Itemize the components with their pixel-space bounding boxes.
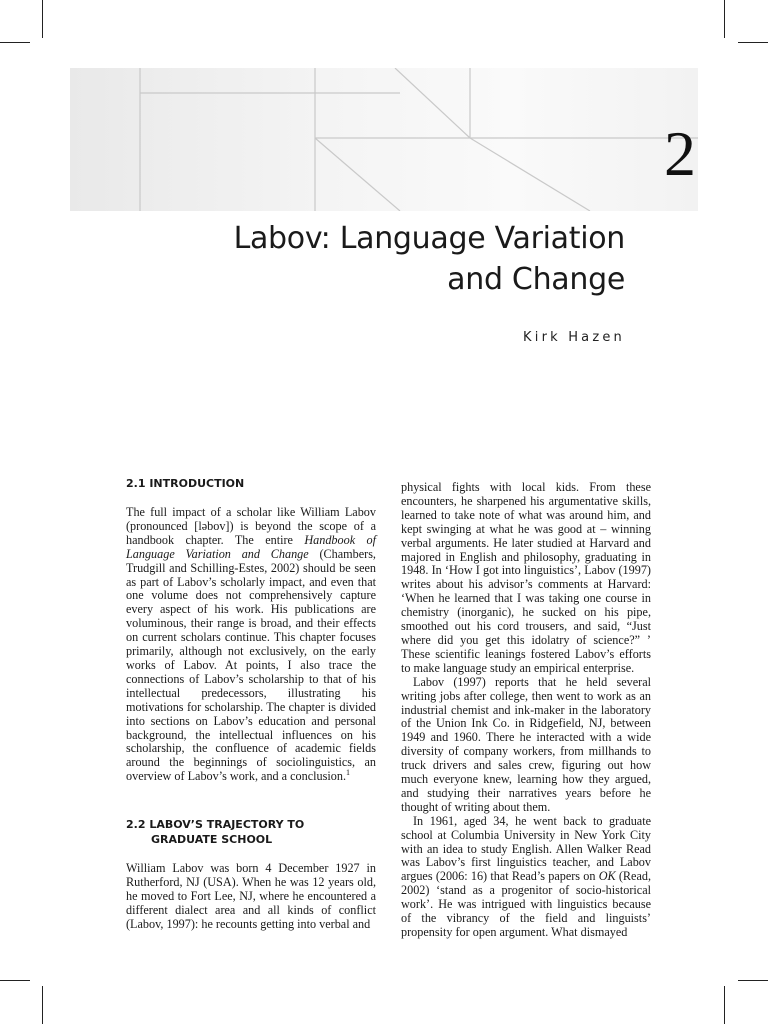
author-name: Kirk Hazen xyxy=(523,330,625,345)
right-column xyxy=(401,481,651,940)
right-paragraph-2: Labov (1997) reports that he held several writing jobs after college, then went to work as an industrial chemist and ink-maker in the laboratory of the Union Ink Co. in Ridgefield, NJ, between 1949 and 1960. There he interacted with a wide diversity of company workers, from millhands to truck drivers and sales crew, figuring out how much everyone knew, learning how they argued, and studying their narratives years before he thought of writing about them. xyxy=(401,674,651,814)
crop-mark xyxy=(738,980,768,981)
crop-mark xyxy=(42,0,43,38)
intro-text-b: (Chambers, Trudgill and Schilling-Estes, 2002) should be seen as part of Labov’s scholarly impact, and even that one volume does not comprehensively capture every aspect of his work. His publications are voluminous, their range is broad, and their effects on current scholars continue. This chapter focuses primarily, although not exclusively, on the early works of Labov. At points, I also trace the connections of Labov’s scholarship to that of his intellectual predecessors, illustrating his motivations for scholarship. The chapter is divided into sections on Labov’s education and personal background, the intellectual influences on his scholarship, the confluence of academic fields around the beginnings of sociolinguistics, an overview of Labov’s work, and a conclusion. xyxy=(126,546,376,784)
right-p3-text-a: In 1961, aged 34, he went back to graduate school at Columbia University in New York City with an idea to study English. Allen Walker Read was Labov’s first linguistics teacher, and Labov argues (2006: 16) that Read’s papers on xyxy=(401,813,651,884)
trajectory-paragraph: William Labov was born 4 December 1927 in Rutherford, NJ (USA). When he was 12 years old, he moved to Fort Lee, NJ, where he encountered a different dialect area and all kinds of conflict (Labov, 1997): he recounts getting into verbal and xyxy=(126,861,376,931)
chapter-banner xyxy=(70,68,698,211)
right-p3-text-b: (Read, 2002) ‘stand as a progenitor of socio-historical work’. He was intrigued with linguistics because of the vibrancy of the field and linguists’ propensity for open argument. What dismayed xyxy=(401,869,651,939)
crop-mark xyxy=(724,986,725,1024)
chapter-title-line-1: Labov: Language Variation xyxy=(233,221,625,256)
trajectory-heading-line-1: 2.2 LABOV’S TRAJECTORY TO xyxy=(126,818,305,832)
crop-mark xyxy=(0,42,30,43)
footnote-mark: 1 xyxy=(346,768,350,778)
section-heading-trajectory xyxy=(126,817,376,847)
chapter-number: 2 xyxy=(664,118,696,189)
crop-mark xyxy=(42,986,43,1024)
right-paragraph-3 xyxy=(401,815,651,940)
left-column xyxy=(126,476,376,932)
banner-line-pattern xyxy=(70,68,698,211)
crop-mark xyxy=(738,42,768,43)
crop-mark xyxy=(724,0,725,38)
trajectory-heading-line-2: GRADUATE SCHOOL xyxy=(151,833,273,847)
chapter-title-line-2: and Change xyxy=(447,262,625,297)
section-heading-introduction: 2.1 INTRODUCTION xyxy=(126,477,245,490)
intro-paragraph xyxy=(126,506,376,784)
intro-text-a: The full impact of a scholar like William Labov (pronounced [ləbov]) is beyond the scope of a handbook chapter. The entire xyxy=(126,505,376,547)
ok-title: OK xyxy=(598,869,616,884)
handbook-title: Handbook of Language Variation and Change xyxy=(126,532,376,561)
chapter-title xyxy=(105,218,625,300)
crop-mark xyxy=(0,980,30,981)
right-paragraph-1: physical fights with local kids. From these encounters, he sharpened his argumentative skills, learned to take note of what was around him, and kept swinging at what he was good at – winning verbal arguments. He later studied at Harvard and majored in English and philosophy, graduating in 1948. In ‘How I got into linguistics’, Labov (1997) writes about his advisor’s comments at Harvard: ‘When he learned that I was taking one course in chemistry (inorganic), he sucked on his pipe, smoothed out his cord trousers, and said, “Just where did you get this idolatry of science?” ’ These scientific leanings fostered Labov’s efforts to make language study an empirical enterprise. xyxy=(401,480,651,675)
